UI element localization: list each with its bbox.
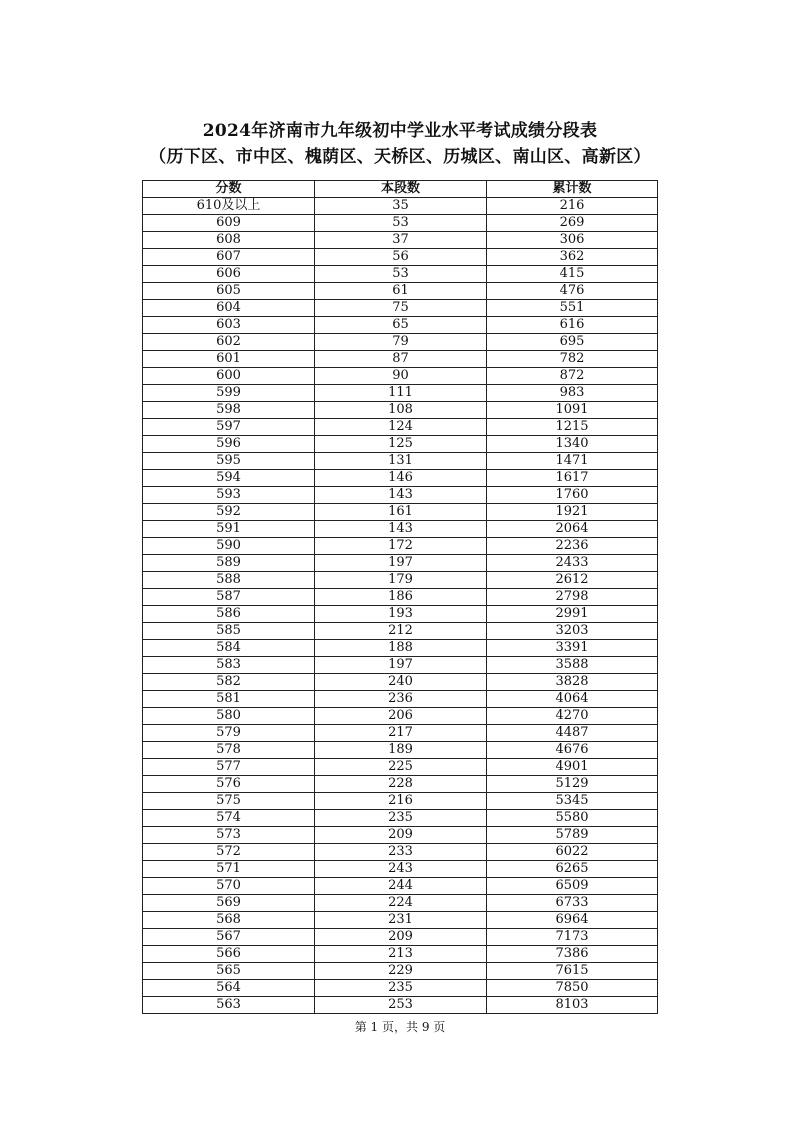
score-cell: 583 bbox=[143, 657, 315, 674]
table-row bbox=[143, 419, 658, 436]
header-score: 分数 bbox=[143, 181, 315, 198]
cumulative-count-cell: 3828 bbox=[487, 674, 658, 691]
segment-count-cell: 193 bbox=[315, 606, 487, 623]
cumulative-count-cell: 4901 bbox=[487, 759, 658, 776]
table-row bbox=[143, 453, 658, 470]
cumulative-count-cell: 1340 bbox=[487, 436, 658, 453]
cumulative-count-cell: 306 bbox=[487, 232, 658, 249]
score-cell: 579 bbox=[143, 725, 315, 742]
page-footer: 第 1 页，共 9 页 bbox=[354, 1020, 446, 1034]
score-cell: 578 bbox=[143, 742, 315, 759]
cumulative-count-cell: 6022 bbox=[487, 844, 658, 861]
segment-count-cell: 229 bbox=[315, 963, 487, 980]
cumulative-count-cell: 5345 bbox=[487, 793, 658, 810]
table-row bbox=[143, 283, 658, 300]
cumulative-count-cell: 7386 bbox=[487, 946, 658, 963]
score-cell: 570 bbox=[143, 878, 315, 895]
segment-count-cell: 217 bbox=[315, 725, 487, 742]
score-cell: 584 bbox=[143, 640, 315, 657]
score-cell: 604 bbox=[143, 300, 315, 317]
table-row bbox=[143, 793, 658, 810]
score-cell: 586 bbox=[143, 606, 315, 623]
table-row bbox=[143, 980, 658, 997]
segment-count-cell: 143 bbox=[315, 487, 487, 504]
segment-count-cell: 61 bbox=[315, 283, 487, 300]
segment-count-cell: 124 bbox=[315, 419, 487, 436]
cumulative-count-cell: 6509 bbox=[487, 878, 658, 895]
score-cell: 608 bbox=[143, 232, 315, 249]
cumulative-count-cell: 7173 bbox=[487, 929, 658, 946]
cumulative-count-cell: 872 bbox=[487, 368, 658, 385]
table-row bbox=[143, 929, 658, 946]
cumulative-count-cell: 5580 bbox=[487, 810, 658, 827]
score-cell: 574 bbox=[143, 810, 315, 827]
table-row bbox=[143, 266, 658, 283]
cumulative-count-cell: 616 bbox=[487, 317, 658, 334]
table-row bbox=[143, 674, 658, 691]
score-cell: 566 bbox=[143, 946, 315, 963]
segment-count-cell: 56 bbox=[315, 249, 487, 266]
score-cell: 573 bbox=[143, 827, 315, 844]
table-row bbox=[143, 385, 658, 402]
table-row bbox=[143, 912, 658, 929]
table-row bbox=[143, 844, 658, 861]
segment-count-cell: 35 bbox=[315, 198, 487, 215]
header-cumulative-count: 累计数 bbox=[487, 181, 658, 198]
table-row bbox=[143, 402, 658, 419]
cumulative-count-cell: 3588 bbox=[487, 657, 658, 674]
cumulative-count-cell: 782 bbox=[487, 351, 658, 368]
table-row bbox=[143, 946, 658, 963]
segment-count-cell: 188 bbox=[315, 640, 487, 657]
score-cell: 590 bbox=[143, 538, 315, 555]
cumulative-count-cell: 5129 bbox=[487, 776, 658, 793]
segment-count-cell: 79 bbox=[315, 334, 487, 351]
table-row bbox=[143, 351, 658, 368]
table-row bbox=[143, 232, 658, 249]
segment-count-cell: 236 bbox=[315, 691, 487, 708]
score-cell: 603 bbox=[143, 317, 315, 334]
score-cell: 600 bbox=[143, 368, 315, 385]
score-cell: 565 bbox=[143, 963, 315, 980]
table-row bbox=[143, 300, 658, 317]
segment-count-cell: 65 bbox=[315, 317, 487, 334]
score-cell: 592 bbox=[143, 504, 315, 521]
segment-count-cell: 233 bbox=[315, 844, 487, 861]
segment-count-cell: 206 bbox=[315, 708, 487, 725]
score-cell: 605 bbox=[143, 283, 315, 300]
cumulative-count-cell: 4270 bbox=[487, 708, 658, 725]
score-cell: 591 bbox=[143, 521, 315, 538]
table-row bbox=[143, 470, 658, 487]
segment-count-cell: 108 bbox=[315, 402, 487, 419]
table-row bbox=[143, 878, 658, 895]
table-row bbox=[143, 572, 658, 589]
cumulative-count-cell: 7850 bbox=[487, 980, 658, 997]
cumulative-count-cell: 4064 bbox=[487, 691, 658, 708]
document-title: 2024年济南市九年级初中学业水平考试成绩分段表 bbox=[202, 121, 598, 141]
table-header bbox=[143, 181, 658, 198]
table-row bbox=[143, 623, 658, 640]
header-segment-count: 本段数 bbox=[315, 181, 487, 198]
segment-count-cell: 224 bbox=[315, 895, 487, 912]
cumulative-count-cell: 6733 bbox=[487, 895, 658, 912]
table-row bbox=[143, 317, 658, 334]
cumulative-count-cell: 695 bbox=[487, 334, 658, 351]
segment-count-cell: 235 bbox=[315, 980, 487, 997]
segment-count-cell: 244 bbox=[315, 878, 487, 895]
table-row bbox=[143, 589, 658, 606]
score-cell: 580 bbox=[143, 708, 315, 725]
cumulative-count-cell: 2991 bbox=[487, 606, 658, 623]
table-row bbox=[143, 708, 658, 725]
segment-count-cell: 189 bbox=[315, 742, 487, 759]
score-cell: 609 bbox=[143, 215, 315, 232]
score-cell: 610及以上 bbox=[143, 198, 315, 215]
segment-count-cell: 213 bbox=[315, 946, 487, 963]
score-cell: 582 bbox=[143, 674, 315, 691]
cumulative-count-cell: 1091 bbox=[487, 402, 658, 419]
segment-count-cell: 228 bbox=[315, 776, 487, 793]
cumulative-count-cell: 2798 bbox=[487, 589, 658, 606]
table-row bbox=[143, 963, 658, 980]
score-cell: 596 bbox=[143, 436, 315, 453]
table-row bbox=[143, 215, 658, 232]
score-cell: 572 bbox=[143, 844, 315, 861]
segment-count-cell: 131 bbox=[315, 453, 487, 470]
segment-count-cell: 125 bbox=[315, 436, 487, 453]
table-row bbox=[143, 640, 658, 657]
segment-count-cell: 243 bbox=[315, 861, 487, 878]
cumulative-count-cell: 415 bbox=[487, 266, 658, 283]
segment-count-cell: 197 bbox=[315, 657, 487, 674]
cumulative-count-cell: 2064 bbox=[487, 521, 658, 538]
cumulative-count-cell: 983 bbox=[487, 385, 658, 402]
cumulative-count-cell: 1760 bbox=[487, 487, 658, 504]
cumulative-count-cell: 4487 bbox=[487, 725, 658, 742]
score-cell: 571 bbox=[143, 861, 315, 878]
cumulative-count-cell: 269 bbox=[487, 215, 658, 232]
segment-count-cell: 235 bbox=[315, 810, 487, 827]
score-cell: 589 bbox=[143, 555, 315, 572]
score-cell: 577 bbox=[143, 759, 315, 776]
table-row bbox=[143, 436, 658, 453]
table-row bbox=[143, 521, 658, 538]
segment-count-cell: 197 bbox=[315, 555, 487, 572]
score-cell: 564 bbox=[143, 980, 315, 997]
score-cell: 587 bbox=[143, 589, 315, 606]
score-distribution-table bbox=[142, 180, 658, 1014]
segment-count-cell: 87 bbox=[315, 351, 487, 368]
segment-count-cell: 143 bbox=[315, 521, 487, 538]
score-cell: 597 bbox=[143, 419, 315, 436]
score-cell: 593 bbox=[143, 487, 315, 504]
cumulative-count-cell: 3203 bbox=[487, 623, 658, 640]
segment-count-cell: 75 bbox=[315, 300, 487, 317]
table-row bbox=[143, 249, 658, 266]
table-row bbox=[143, 487, 658, 504]
score-cell: 599 bbox=[143, 385, 315, 402]
cumulative-count-cell: 1215 bbox=[487, 419, 658, 436]
cumulative-count-cell: 5789 bbox=[487, 827, 658, 844]
cumulative-count-cell: 1921 bbox=[487, 504, 658, 521]
segment-count-cell: 186 bbox=[315, 589, 487, 606]
cumulative-count-cell: 2612 bbox=[487, 572, 658, 589]
segment-count-cell: 225 bbox=[315, 759, 487, 776]
segment-count-cell: 146 bbox=[315, 470, 487, 487]
table-row bbox=[143, 997, 658, 1014]
table-row bbox=[143, 810, 658, 827]
score-cell: 594 bbox=[143, 470, 315, 487]
table-row bbox=[143, 368, 658, 385]
table-row bbox=[143, 776, 658, 793]
table-row bbox=[143, 861, 658, 878]
table-row bbox=[143, 334, 658, 351]
cumulative-count-cell: 551 bbox=[487, 300, 658, 317]
segment-count-cell: 240 bbox=[315, 674, 487, 691]
table-row bbox=[143, 555, 658, 572]
segment-count-cell: 179 bbox=[315, 572, 487, 589]
segment-count-cell: 53 bbox=[315, 215, 487, 232]
segment-count-cell: 209 bbox=[315, 827, 487, 844]
score-cell: 563 bbox=[143, 997, 315, 1014]
header-row bbox=[143, 181, 658, 198]
score-cell: 601 bbox=[143, 351, 315, 368]
cumulative-count-cell: 362 bbox=[487, 249, 658, 266]
table-row bbox=[143, 691, 658, 708]
cumulative-count-cell: 2433 bbox=[487, 555, 658, 572]
table-row bbox=[143, 827, 658, 844]
cumulative-count-cell: 6265 bbox=[487, 861, 658, 878]
score-cell: 588 bbox=[143, 572, 315, 589]
cumulative-count-cell: 1617 bbox=[487, 470, 658, 487]
cumulative-count-cell: 3391 bbox=[487, 640, 658, 657]
cumulative-count-cell: 1471 bbox=[487, 453, 658, 470]
score-cell: 568 bbox=[143, 912, 315, 929]
score-cell: 607 bbox=[143, 249, 315, 266]
segment-count-cell: 111 bbox=[315, 385, 487, 402]
segment-count-cell: 253 bbox=[315, 997, 487, 1014]
segment-count-cell: 212 bbox=[315, 623, 487, 640]
table-row bbox=[143, 725, 658, 742]
cumulative-count-cell: 4676 bbox=[487, 742, 658, 759]
cumulative-count-cell: 2236 bbox=[487, 538, 658, 555]
table-row bbox=[143, 606, 658, 623]
segment-count-cell: 209 bbox=[315, 929, 487, 946]
cumulative-count-cell: 7615 bbox=[487, 963, 658, 980]
score-cell: 585 bbox=[143, 623, 315, 640]
score-cell: 576 bbox=[143, 776, 315, 793]
segment-count-cell: 161 bbox=[315, 504, 487, 521]
score-cell: 581 bbox=[143, 691, 315, 708]
segment-count-cell: 172 bbox=[315, 538, 487, 555]
score-cell: 595 bbox=[143, 453, 315, 470]
segment-count-cell: 216 bbox=[315, 793, 487, 810]
table-row bbox=[143, 504, 658, 521]
segment-count-cell: 231 bbox=[315, 912, 487, 929]
score-cell: 602 bbox=[143, 334, 315, 351]
cumulative-count-cell: 6964 bbox=[487, 912, 658, 929]
table-body bbox=[143, 198, 658, 1014]
table-row bbox=[143, 895, 658, 912]
score-cell: 598 bbox=[143, 402, 315, 419]
score-cell: 569 bbox=[143, 895, 315, 912]
document-subtitle: （历下区、市中区、槐荫区、天桥区、历城区、南山区、高新区） bbox=[149, 147, 651, 167]
cumulative-count-cell: 216 bbox=[487, 198, 658, 215]
segment-count-cell: 53 bbox=[315, 266, 487, 283]
table-row bbox=[143, 538, 658, 555]
cumulative-count-cell: 476 bbox=[487, 283, 658, 300]
score-cell: 567 bbox=[143, 929, 315, 946]
segment-count-cell: 90 bbox=[315, 368, 487, 385]
score-cell: 606 bbox=[143, 266, 315, 283]
table-row bbox=[143, 198, 658, 215]
score-cell: 575 bbox=[143, 793, 315, 810]
table-row bbox=[143, 742, 658, 759]
segment-count-cell: 37 bbox=[315, 232, 487, 249]
table-row bbox=[143, 759, 658, 776]
table-row bbox=[143, 657, 658, 674]
cumulative-count-cell: 8103 bbox=[487, 997, 658, 1014]
